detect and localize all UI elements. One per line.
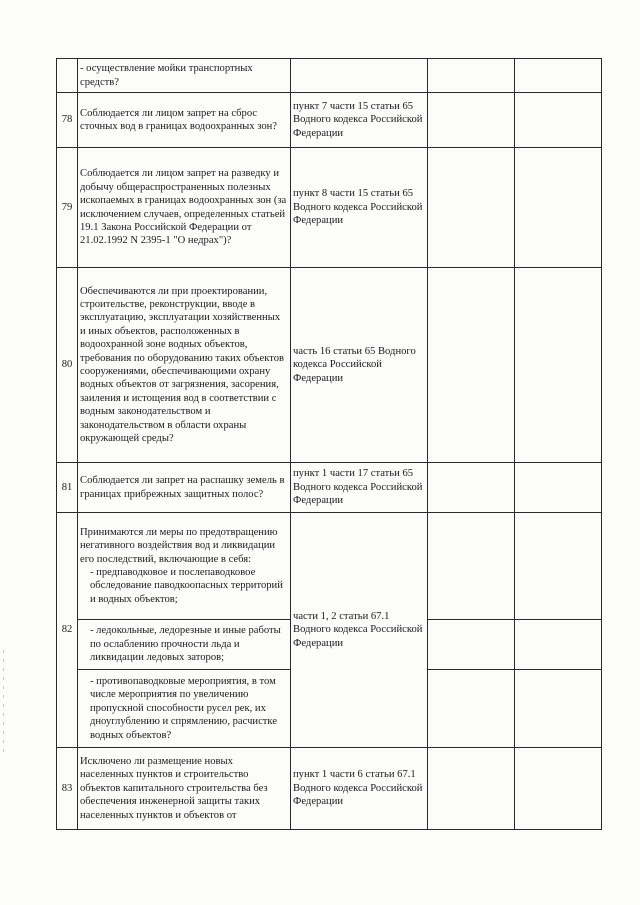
- answer-cell: [428, 463, 515, 513]
- legal-reference: [291, 59, 428, 93]
- row-number: 83: [57, 748, 78, 830]
- question-text: Соблюдается ли запрет на распашку земель в границах прибрежных защитных полос?: [78, 463, 291, 513]
- table-row: [57, 268, 602, 463]
- question-subitem: - ледокольные, ледорезные и иные работы по ослаблению прочности льда и ликвидации ледовых заторов;: [90, 625, 281, 664]
- note-cell: [515, 59, 602, 93]
- row-number: 82: [57, 513, 78, 748]
- answer-cell: [428, 148, 515, 268]
- table-row: [57, 463, 602, 513]
- row-number: 81: [57, 463, 78, 513]
- legal-reference: пункт 8 части 15 статьи 65 Водного кодекса Российской Федерации: [291, 148, 428, 268]
- table-row: [57, 748, 602, 830]
- question-text: Исключено ли размещение новых населенных пунктов и строительство объектов капитального строительства без обеспечения инженерной защиты таких населенных пунктов и объектов от: [78, 748, 291, 830]
- table-row: [57, 59, 602, 93]
- answer-cell: [428, 59, 515, 93]
- legal-reference: части 1, 2 статьи 67.1 Водного кодекса Российской Федерации: [291, 513, 428, 748]
- answer-cell: [428, 748, 515, 830]
- row-number: 79: [57, 148, 78, 268]
- question-lead: Принимаются ли меры по предотвращению негативного воздействия вод и ликвидации его последствий, включающие в себя:: [80, 526, 278, 565]
- row-number: 80: [57, 268, 78, 463]
- question-subitem: - предпаводковое и послепаводковое обследование паводкоопасных территорий и водных объектов;: [90, 567, 283, 605]
- table-row: [57, 513, 602, 620]
- row-number: 78: [57, 93, 78, 148]
- scan-edge-marks: [3, 650, 5, 890]
- answer-cell: [428, 93, 515, 148]
- question-subitem: - противопаводковые мероприятия, в том числе мероприятия по увеличению пропускной способности русел рек, их дноуглублению и спрямлению, расчистке водных объектов?: [90, 675, 278, 741]
- question-text: [78, 513, 291, 620]
- question-text: Соблюдается ли лицом запрет на разведку и добычу общераспространенных полезных ископаемых в границах водоохранных зон (за исключением случаев, определенных статьей 19.1 Закона Российской Федерации от 21.02.1992 N 2395-1 "О недрах")?: [78, 148, 291, 268]
- question-text: [78, 670, 291, 748]
- question-text: - осуществление мойки транспортных средств?: [78, 59, 291, 93]
- question-text: Обеспечиваются ли при проектировании, строительстве, реконструкции, вводе в эксплуатацию, эксплуатации хозяйственных и иных объектов, расположенных в водоохранной зоне водных объектов, требования по оборудованию таких объектов сооружениями, обеспечивающими охрану водных объектов от загрязнения, засорения, заиления и истощения вод в соответствии с водным законодательством и законодательством в области охраны окружающей среды?: [78, 268, 291, 463]
- answer-cell: [428, 268, 515, 463]
- table-row: [57, 93, 602, 148]
- legal-reference: пункт 7 части 15 статьи 65 Водного кодекса Российской Федерации: [291, 93, 428, 148]
- note-cell: [515, 748, 602, 830]
- row-number: [57, 59, 78, 93]
- table-row: [57, 148, 602, 268]
- note-cell: [515, 148, 602, 268]
- legal-reference: пункт 1 части 17 статьи 65 Водного кодекса Российской Федерации: [291, 463, 428, 513]
- note-cell: [515, 620, 602, 670]
- answer-cell: [428, 670, 515, 748]
- note-cell: [515, 268, 602, 463]
- answer-cell: [428, 513, 515, 620]
- note-cell: [515, 93, 602, 148]
- inspection-checklist-table: [56, 58, 602, 830]
- legal-reference: пункт 1 части 6 статьи 67.1 Водного кодекса Российской Федерации: [291, 748, 428, 830]
- question-text: Соблюдается ли лицом запрет на сброс сточных вод в границах водоохранных зон?: [78, 93, 291, 148]
- answer-cell: [428, 620, 515, 670]
- question-text: [78, 620, 291, 670]
- note-cell: [515, 670, 602, 748]
- legal-reference: часть 16 статьи 65 Водного кодекса Российской Федерации: [291, 268, 428, 463]
- note-cell: [515, 513, 602, 620]
- note-cell: [515, 463, 602, 513]
